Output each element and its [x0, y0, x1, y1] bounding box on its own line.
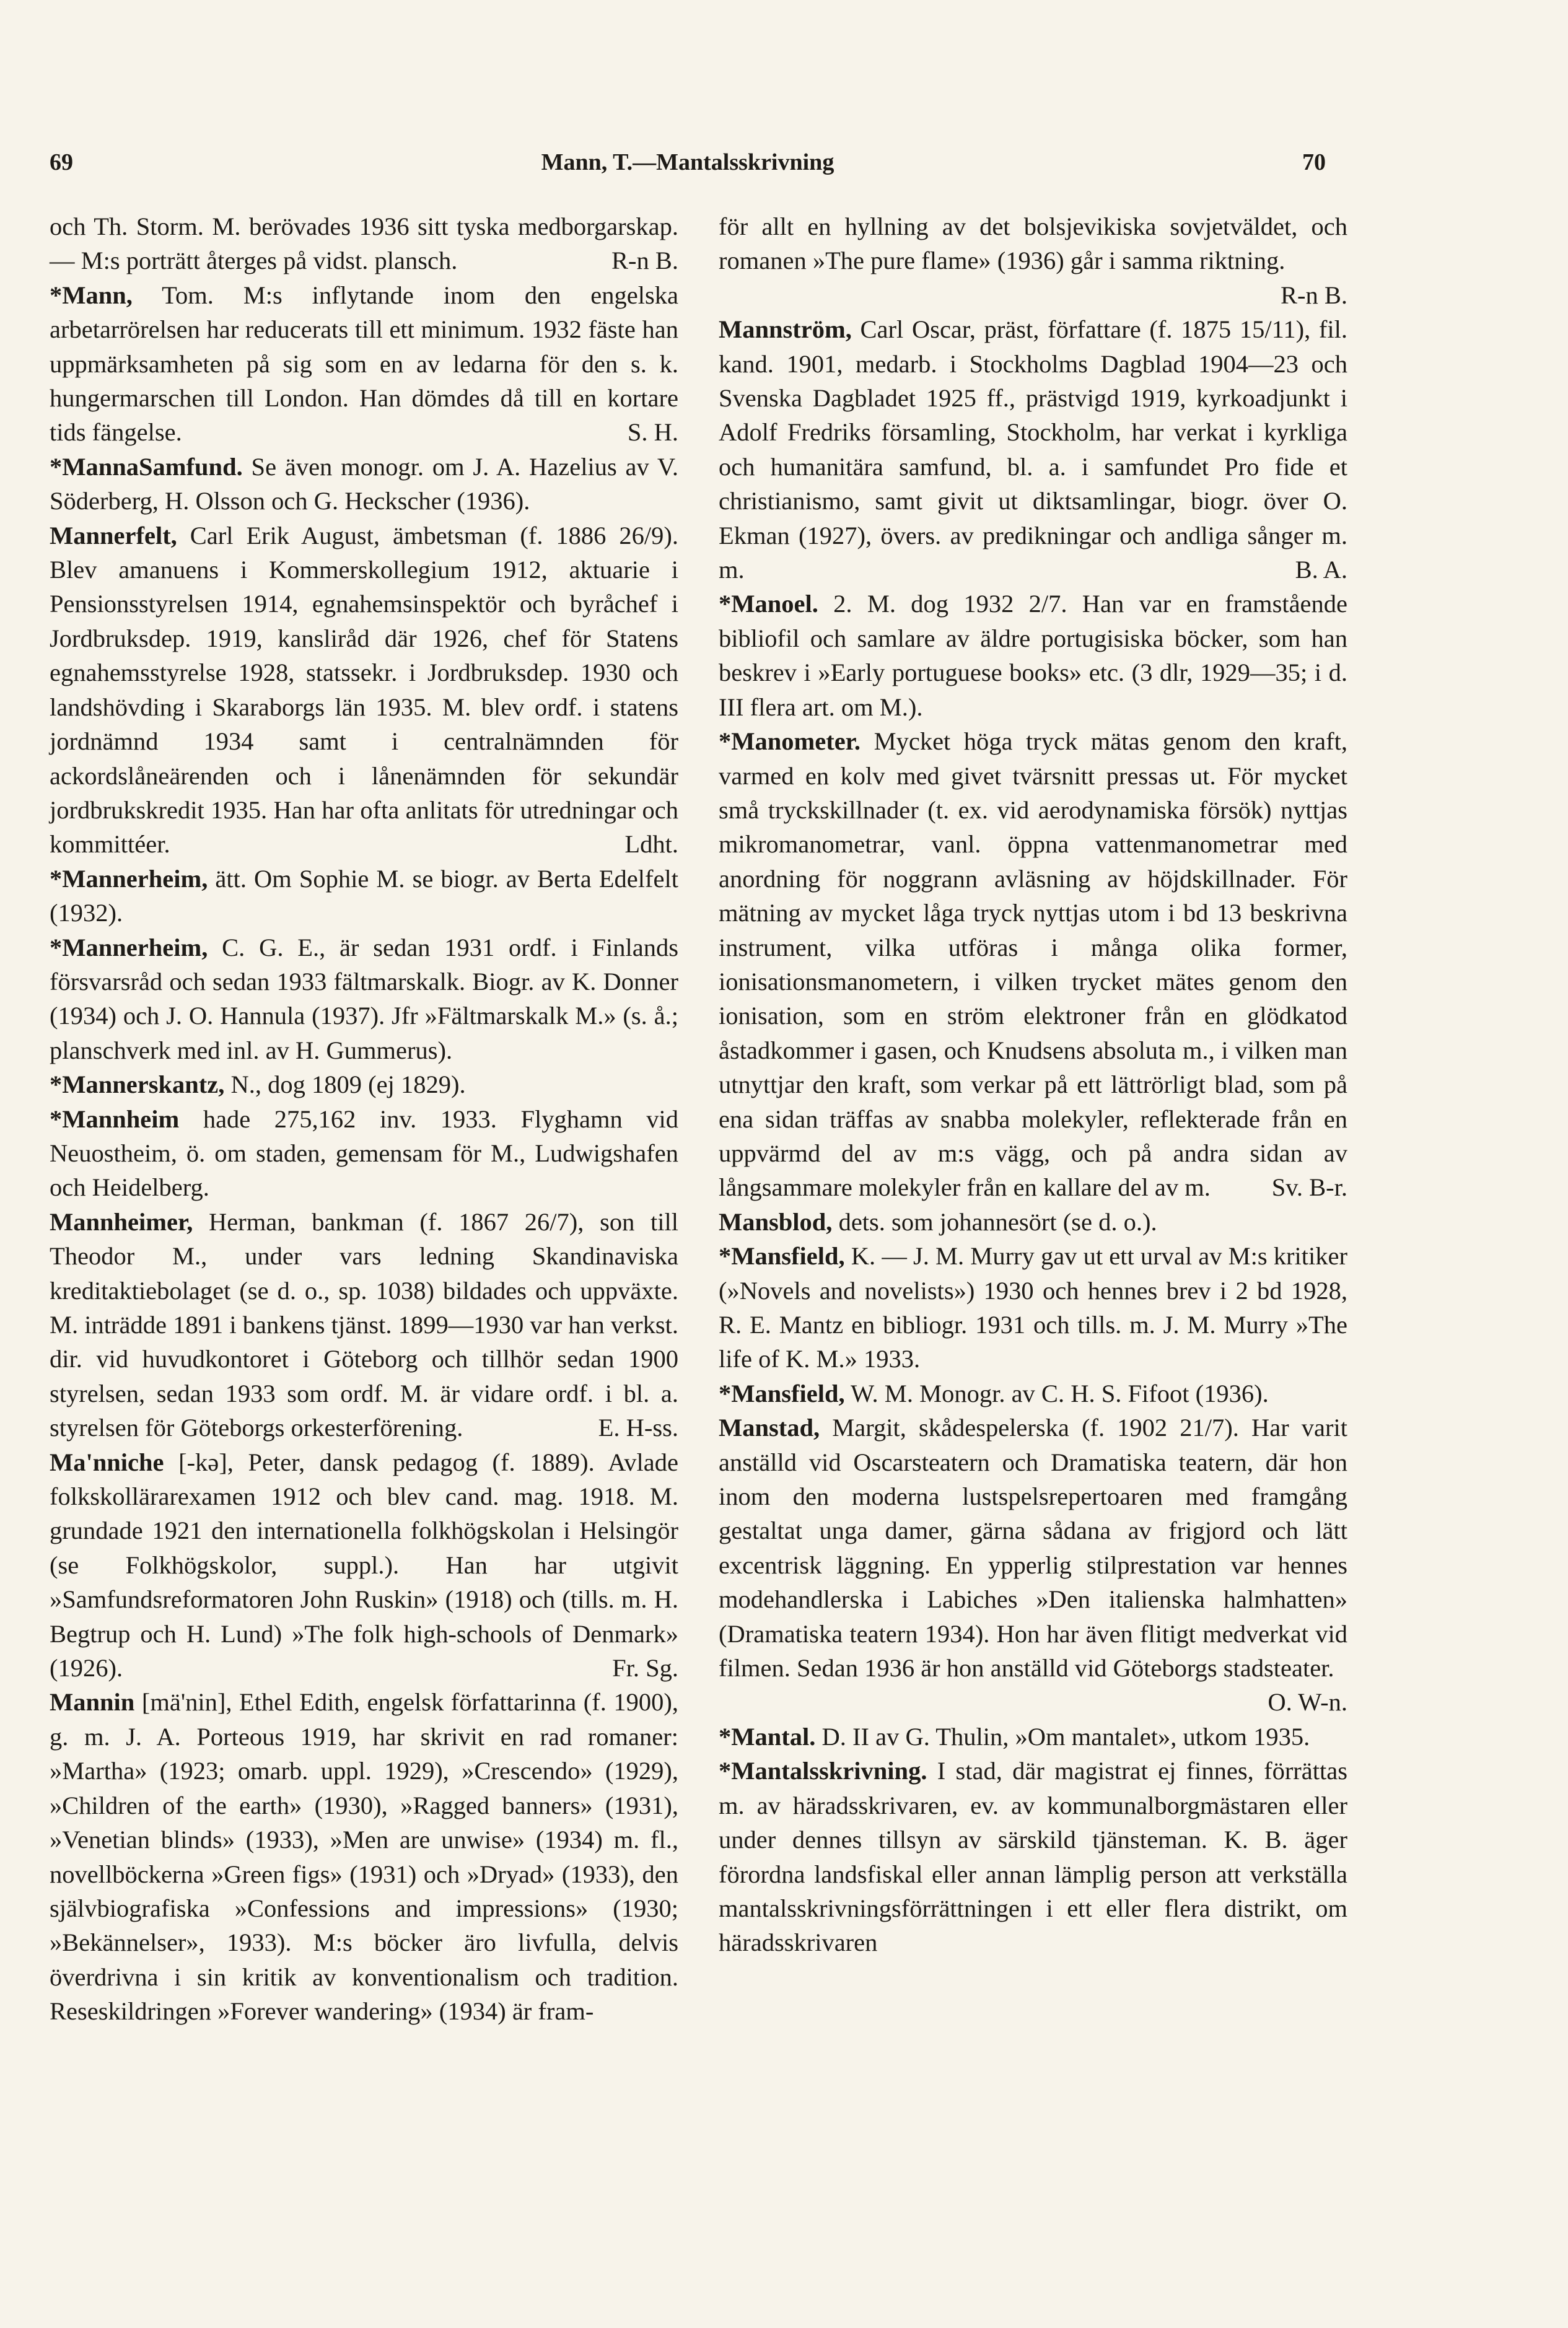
entry-text: W. M. Monogr. av C. H. S. Fifoot (1936). [851, 1379, 1269, 1407]
running-title: Mann, T.—Mantalsskrivning [541, 149, 834, 175]
entry [719, 209, 1347, 312]
entry-headword: Manstad, [719, 1414, 820, 1442]
entry-text: Carl Oscar, präst, författare (f. 1875 15/11), fil. kand. 1901, medarb. i Stockholms Dagblad 1904—23 och Svenska Dagbladet 1925 ff., prästvigd 1919, kyrkoadjunkt i Adolf Fredriks församling, Stockholm, har verkat i kyrkliga och humanitära samfund, bl. a. i samfundet Pro fide et christianismo, samt givit ut diktsamlingar, biogr. över O. Ekman (1927), övers. av predikningar och andliga sånger m. m. [719, 315, 1347, 584]
author-signature: B. A. [1295, 556, 1347, 584]
entry [719, 724, 1347, 1205]
page-number-left: 69 [50, 149, 73, 175]
entry [719, 1754, 1347, 1959]
entry-text: hade 275,162 inv. 1933. Flyghamn vid Neuostheim, ö. om staden, gemensam för M., Ludwigshafen och Heidelberg. [50, 1105, 678, 1202]
entry-text: Herman, bankman (f. 1867 26/7), son till Theodor M., under vars ledning Skandinaviska kreditaktiebolaget (se d. o., sp. 1038) bildades och uppväxte. M. inträdde 1891 i bankens tjänst. 1899—1930 var han verkst. dir. vid huvudkontoret i Göteborg och tillhör sedan 1900 styrelsen, sedan 1933 som ordf. M. är vidare ordf. i bl. a. styrelsen för Göteborgs orkesterförening. [50, 1207, 679, 1442]
page-number-right: 70 [1302, 149, 1326, 175]
author-signature: Ldht. [624, 830, 678, 859]
entry-headword: *Mannerheim, [50, 933, 208, 961]
entry-text: I stad, där magistrat ej finnes, förrättas m. av häradsskrivaren, ev. av kommunalborgmästaren eller under dennes tillsyn av särskild tjänsteman. K. B. äger förordna landsfiskal eller annan lämplig person att verkställa mantalsskrivningsförrättningen i ett eller flera distrikt, om häradsskrivaren [719, 1757, 1348, 1957]
entry [719, 1376, 1347, 1411]
entry-text: D. II av G. Thulin, »Om mantalet», utkom 1935. [821, 1722, 1310, 1751]
author-signature: R-n B. [611, 247, 678, 275]
entry [50, 1102, 678, 1205]
entry-headword: Mannheimer, [50, 1207, 193, 1236]
entry-text: N., dog 1809 (ej 1829). [230, 1070, 466, 1099]
entry-text: ätt. Om Sophie M. se biogr. av Berta Edelfelt (1932). [50, 864, 678, 927]
author-signature: E. H-ss. [598, 1414, 678, 1442]
entry [50, 862, 678, 930]
page-header [50, 149, 1326, 186]
entry-text: för allt en hyllning av det bolsjevikiska sovjetväldet, och romanen »The pure flame» (1936) går i samma riktning. [719, 212, 1347, 275]
entry-headword: *Mansfield, [719, 1379, 845, 1407]
entry [50, 1685, 678, 2028]
entry [719, 1411, 1347, 1720]
entry-headword: *Mannerskantz, [50, 1070, 225, 1099]
entry-headword: Mannerfelt, [50, 521, 177, 549]
entry-headword: *Mantalsskrivning. [719, 1757, 927, 1785]
entry [719, 1239, 1347, 1376]
entry-text: Tom. M:s inflytande inom den engelska arbetarrörelsen har reducerats till ett minimum. 1932 fäste han uppmärksamheten på sig som en av ledarna för den s. k. hungermarschen till London. Han dömdes då till en kortare tids fängelse. [50, 281, 678, 447]
entry [719, 1205, 1347, 1239]
entry-text: C. G. E., är sedan 1931 ordf. i Finlands försvarsråd och sedan 1933 fältmarskalk. Biogr. av K. Donner (1934) och J. O. Hannula (1937). Jfr »Fältmarskalk M.» (s. å.; planschverk med inl. av H. Gummerus). [50, 933, 679, 1064]
author-signature: Fr. Sg. [612, 1654, 678, 1683]
entry-headword: *MannaSamfund. [50, 452, 243, 481]
entry-text: Mycket höga tryck mätas genom den kraft, varmed en kolv med givet tvärsnitt pressas ut. För mycket små tryckskillnader (t. ex. vid aerodynamiska försök) nyttjas mikromanometrar, vanl. öppna vattenmanometrar med anordning för noggrann avläsning av höjdskillnader. För mätning av mycket låga tryck nyttjas utom i bd 13 beskrivna instrument, vilka utföras i många olika former, ionisationsmanometern, i vilken trycket mätes genom den ionisation, som en ström elektroner från en glödkatod åstadkommer i gasen, och Knudsens absoluta m., i vilken man utnyttjar den kraft, som verkar på ett lättrörligt blad, som på ena sidan träffas av snabba molekyler, reflekterade från en uppvärmd del av m:s vägg, och på andra sidan av långsammare molekyler från en kallare del av m. [719, 727, 1348, 1202]
entry-headword: Ma'nniche [50, 1448, 164, 1476]
entry-text: Margit, skådespelerska (f. 1902 21/7). Har varit anställd vid Oscarsteatern och Dramatiska teatern, där hon inom den moderna lustspelsrepertoaren med framgång gestaltat unga damer, gärna sådana av frigjord och lätt excentrisk läggning. En ypperlig stilprestation var hennes modehandlerska i Labiches »Den italienska halmhatten» (Dramatiska teatern 1934). Hon har även flitigt medverkat vid filmen. Sedan 1936 är hon anställd vid Göteborgs stadsteater. [719, 1414, 1348, 1683]
entry [50, 450, 678, 519]
author-signature: Sv. B-r. [1271, 1173, 1347, 1202]
entry-text: Se även monogr. om J. A. Hazelius av V. Söderberg, H. Olsson och G. Heckscher (1936). [50, 452, 678, 515]
author-signature: R-n B. [1280, 281, 1347, 309]
entry-headword: Mansblod, [719, 1207, 833, 1236]
author-signature: O. W-n. [1268, 1688, 1347, 1717]
entry [50, 1205, 678, 1445]
entry [50, 930, 678, 1068]
entry-headword: *Mantal. [719, 1722, 816, 1751]
entry-text: K. — J. M. Murry gav ut ett urval av M:s kritiker (»Novels and novelists») 1930 och hennes brev i 2 bd 1928, R. E. Mantz en bibliogr. 1931 och tills. m. J. M. Murry »The life of K. M.» 1933. [719, 1242, 1347, 1373]
entry-text: Carl Erik August, ämbetsman (f. 1886 26/9). Blev amanuens i Kommerskollegium 1912, aktuarie i Pensionsstyrelsen 1914, egnahemsinspektör och byråchef i Jordbruksdep. 1919, kansliråd där 1926, chef för Statens egnahemsstyrelse 1928, statssekr. i Jordbruksdep. 1930 och landshövding i Skaraborgs län 1935. M. blev ordf. i statens jordnämnd 1934 samt i centralnämnden för ackordslåneärenden och i lånenämnden för sekundär jordbrukskredit 1935. Han har ofta anlitats för utredningar och kommittéer. [50, 521, 678, 859]
entry [50, 209, 678, 278]
entry [719, 312, 1347, 587]
entry-headword: Mannin [50, 1688, 135, 1717]
entry [50, 1445, 678, 1686]
author-signature: S. H. [627, 418, 678, 447]
right-column [719, 209, 1347, 1960]
entry-text: [-kə], Peter, dansk pedagog (f. 1889). Avlade folkskollärarexamen 1912 och blev cand. mag. 1918. M. grundade 1921 den internationella folkhögskolan i Helsingör (se Folkhögskolor, suppl.). Han har utgivit »Samfundsreformatoren John Ruskin» (1918) och (tills. m. H. Begtrup och H. Lund) »The folk high-schools of Denmark» (1926). [50, 1448, 679, 1683]
entry [719, 587, 1347, 724]
entry-text: [mä'nin], Ethel Edith, engelsk författarinna (f. 1900), g. m. J. A. Porteous 1919, har skrivit en rad romaner: »Martha» (1923; omarb. uppl. 1929), »Crescendo» (1929), »Children of the earth» (1930), »Ragged banners» (1931), »Venetian blinds» (1933), »Men are unwise» (1934) m. fl., novellböckerna »Green figs» (1931) och »Dryad» (1933), den självbiografiska »Confessions and impressions» (1930; »Bekännelser», 1933). M:s böcker äro livfulla, delvis överdrivna i sin kritik av konventionalism och tradition. Reseskildringen »Forever wandering» (1934) är fram- [50, 1688, 678, 2026]
entry [50, 278, 678, 450]
entry-headword: Mannström, [719, 315, 852, 344]
entry-headword: *Mannheim [50, 1105, 180, 1133]
entry [50, 519, 678, 862]
entry-text: 2. M. dog 1932 2/7. Han var en framstående bibliofil och samlare av äldre portugisiska böcker, som han beskrev i »Early portuguese books» etc. (3 dlr, 1929—35; i d. III flera art. om M.). [719, 590, 1348, 721]
entry-headword: *Manometer. [719, 727, 861, 756]
entry [50, 1067, 678, 1101]
entry-headword: *Mann, [50, 281, 133, 309]
entry-text: och Th. Storm. M. berövades 1936 sitt tyska medborgarskap. — M:s porträtt återges på vidst. plansch. [50, 212, 678, 275]
entry-headword: *Manoel. [719, 590, 818, 618]
entry-text: dets. som johannesört (se d. o.). [838, 1207, 1157, 1236]
entry [719, 1720, 1347, 1754]
entry-headword: *Mannerheim, [50, 864, 208, 893]
entry-headword: *Mansfield, [719, 1242, 845, 1271]
left-column [50, 209, 678, 2029]
